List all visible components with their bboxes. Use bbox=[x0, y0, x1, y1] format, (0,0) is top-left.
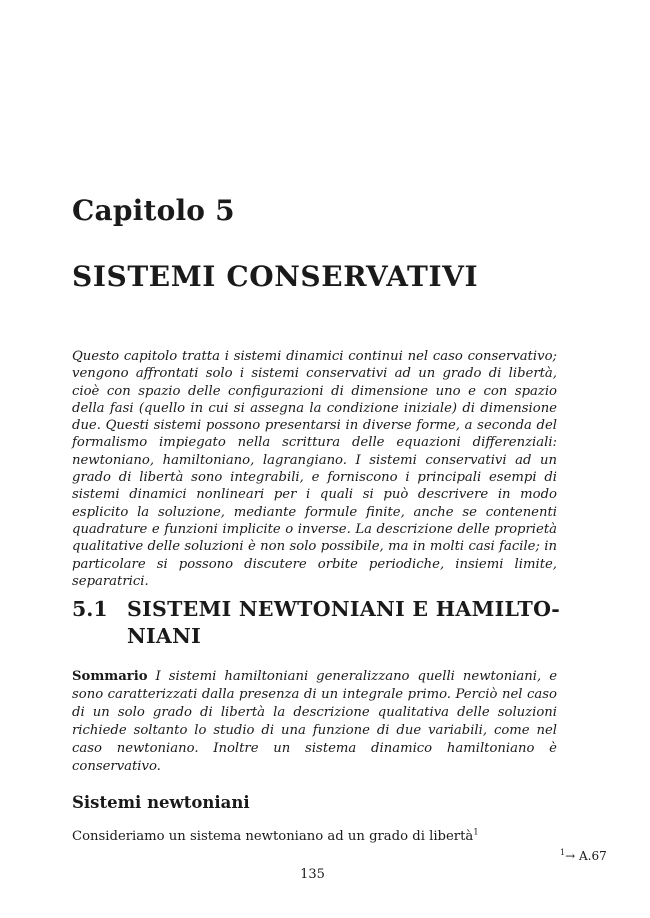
section-summary bbox=[72, 668, 557, 776]
summary-label: Sommario bbox=[72, 669, 148, 684]
page-number: 135 bbox=[300, 867, 325, 882]
margin-note-mark: 1 bbox=[560, 848, 566, 857]
chapter-abstract: Questo capitolo tratta i sistemi dinamici continui nel caso conservativo; vengono affrontati solo i sistemi conservativi ad un grado di libertà, cioè con spazio delle configurazioni di dimensione uno e con spazio della fasi (quello in cui si assegna la condizione iniziale) di dimensione due. Questi sistemi possono presentarsi in diverse forme, a seconda del formalismo impiegato nella scrittura delle equazioni differenziali: newtoniano, hamiltoniano, lagrangiano. I sistemi conservativi ad un grado di libertà sono integrabili, e forniscono i principali esempi di sistemi dinamici nonlineari per i quali si può descrivere in modo esplicito la soluzione, mediante formule finite, anche se contenenti quadrature e funzioni implicite o inverse. La descrizione delle proprietà qualitative delle soluzioni è non solo possibile, ma in molti casi facile; in particolare si possono discutere orbite periodiche, insiemi limite, separatrici. bbox=[72, 349, 557, 589]
margin-note bbox=[560, 848, 607, 863]
section-number: 5.1 bbox=[72, 597, 108, 621]
margin-note-text[interactable]: → A.67 bbox=[565, 849, 607, 863]
chapter-title: SISTEMI CONSERVATIVI bbox=[72, 260, 479, 293]
body-text: Consideriamo un sistema newtoniano ad un grado di libertà bbox=[72, 829, 474, 844]
subsection-title: Sistemi newtoniani bbox=[72, 793, 250, 812]
summary-text: I sistemi hamiltoniani generalizzano quelli newtoniani, e sono caratterizzati dalla presenza di un integrale primo. Perciò nel caso di un solo grado di libertà la descrizione qualitativa delle soluzioni richiede soltanto lo studio di una funzione di due variabili, come nel caso newtoniano. Inoltre un sistema dinamico hamiltoniano è conservativo. bbox=[72, 669, 558, 774]
chapter-label: Capitolo 5 bbox=[72, 194, 235, 227]
body-paragraph bbox=[72, 829, 479, 844]
section-heading bbox=[72, 596, 562, 650]
section-title: SISTEMI NEWTONIANI E HAMILTONIANI bbox=[127, 597, 560, 648]
footnote-reference[interactable]: 1 bbox=[473, 827, 479, 838]
